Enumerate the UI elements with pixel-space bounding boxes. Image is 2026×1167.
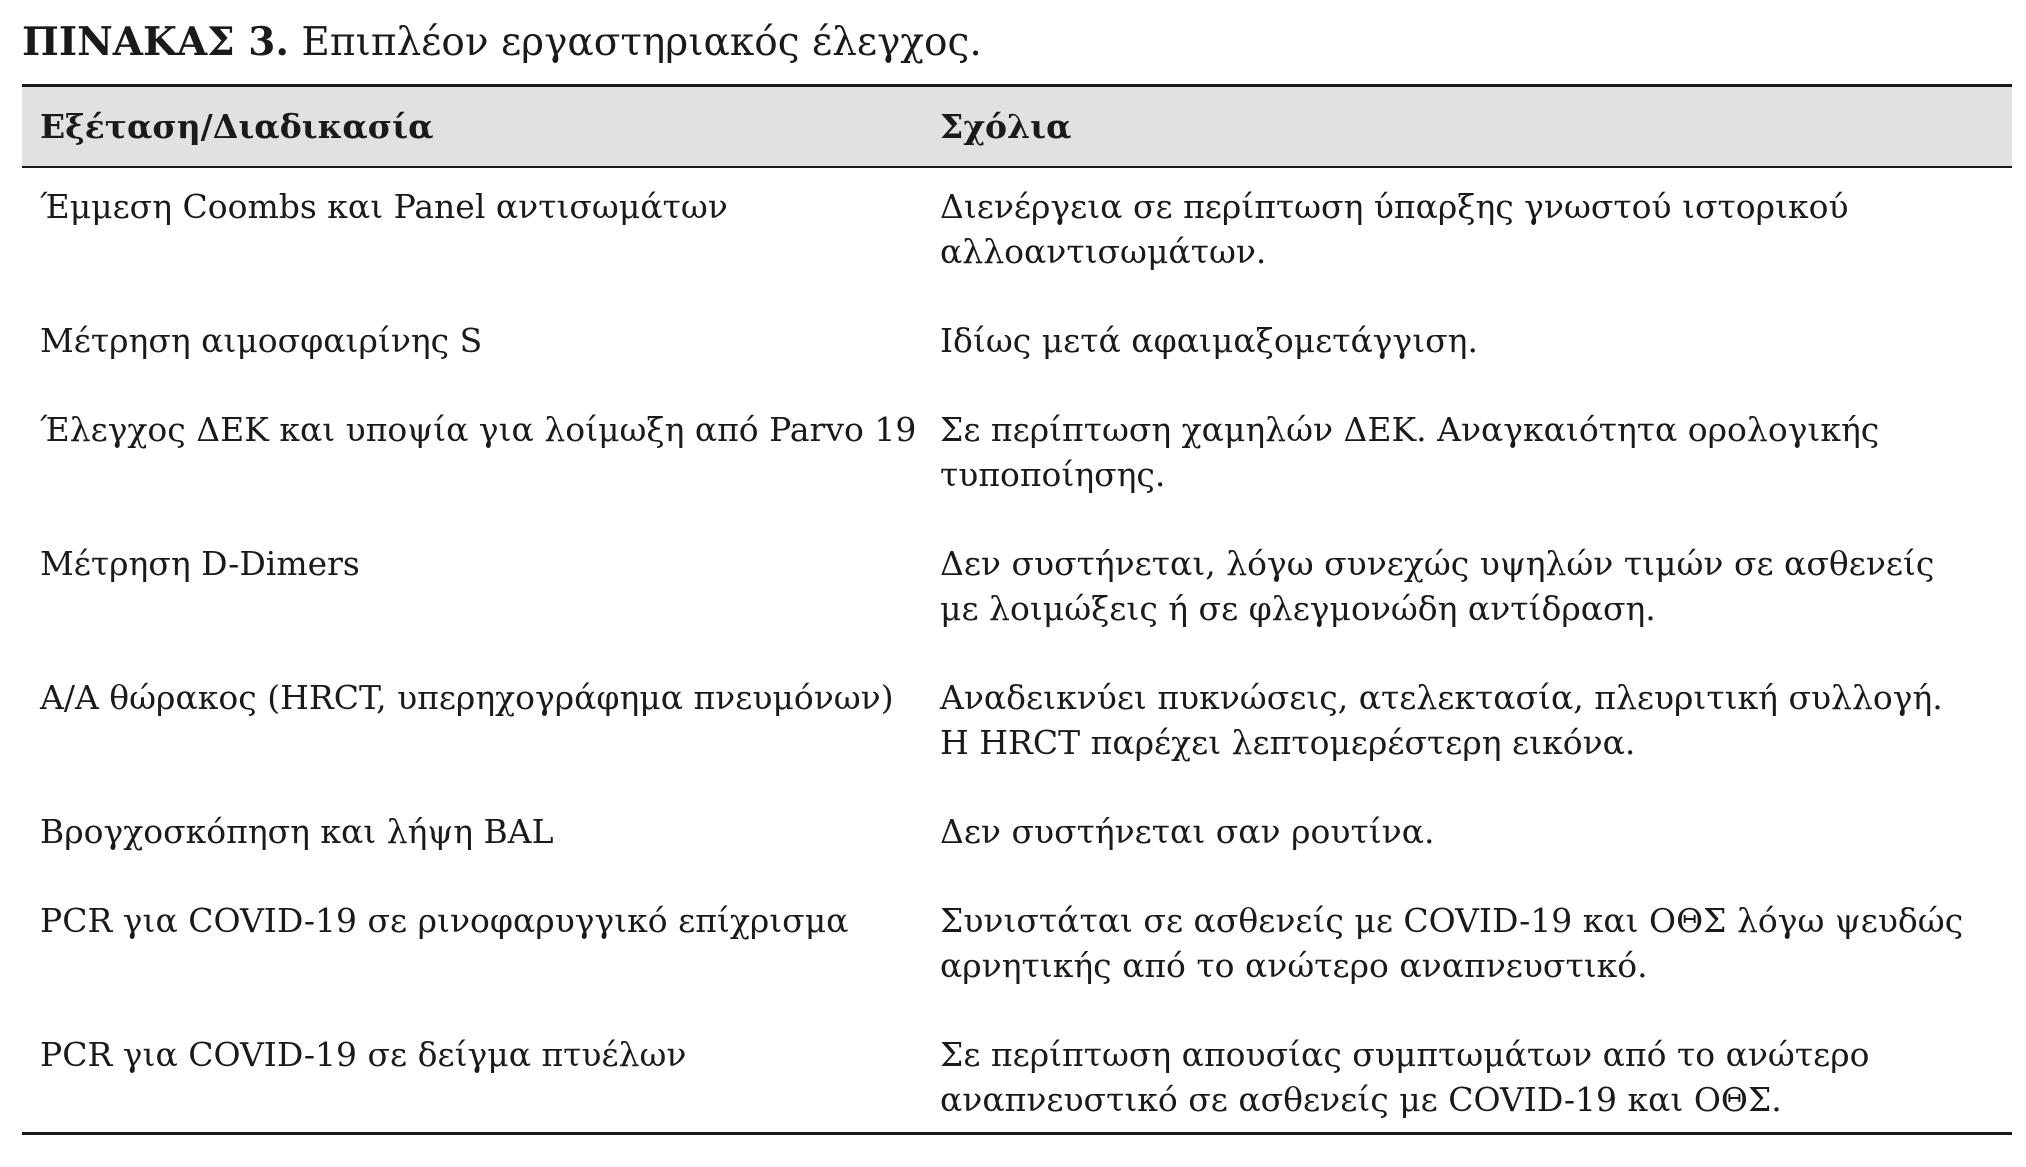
comment-line: Δεν συστήνεται σαν ρουτίνα. xyxy=(940,812,1435,851)
comment-cell xyxy=(928,407,2012,497)
comment-cell xyxy=(928,1032,2012,1122)
comment-cell xyxy=(928,318,2012,363)
test-cell: Α/Α θώρακος (HRCT, υπερηχογράφημα πνευμόνων) xyxy=(40,678,894,717)
table-body xyxy=(22,168,2012,1132)
comment-line: Σε περίπτωση χαμηλών ΔΕΚ. Αναγκαιότητα ορολογικής xyxy=(940,410,1880,449)
test-cell: PCR για COVID-19 σε ρινοφαρυγγικό επίχρισμα xyxy=(40,901,849,940)
comment-line: Αναδεικνύει πυκνώσεις, ατελεκτασία, πλευριτική συλλογή. xyxy=(940,678,1943,717)
lab-tests-table xyxy=(22,84,2012,1135)
caption-text: Επιπλέον εργαστηριακός έλεγχος. xyxy=(301,20,982,65)
table-caption xyxy=(22,14,982,71)
comment-cell xyxy=(928,184,2012,274)
table-row xyxy=(22,898,2012,988)
comment-cell xyxy=(928,809,2012,854)
table-row xyxy=(22,809,2012,854)
comment-cell xyxy=(928,541,2012,631)
table-row xyxy=(22,318,2012,363)
table-header-row xyxy=(22,87,2012,166)
comment-line: Ιδίως μετά αφαιμαξομετάγγιση. xyxy=(940,321,1478,360)
comment-line: αρνητικής από το ανώτερο αναπνευστικό. xyxy=(940,946,1648,985)
test-cell: Μέτρηση D-Dimers xyxy=(40,544,360,583)
comment-line: Δεν συστήνεται, λόγω συνεχώς υψηλών τιμών σε ασθενείς xyxy=(940,544,1935,583)
header-comments: Σχόλια xyxy=(940,107,1072,146)
comment-line: Σε περίπτωση απουσίας συμπτωμάτων από το ανώτερο xyxy=(940,1035,1870,1074)
test-cell: PCR για COVID-19 σε δείγμα πτυέλων xyxy=(40,1035,687,1074)
test-cell: Βρογχοσκόπηση και λήψη BAL xyxy=(40,812,554,851)
table-bottom-rule xyxy=(22,1132,2012,1135)
test-cell: Μέτρηση αιμοσφαιρίνης S xyxy=(40,321,483,360)
caption-label: ΠΙΝΑΚΑΣ 3. xyxy=(22,19,290,65)
comment-line: Η HRCT παρέχει λεπτομερέστερη εικόνα. xyxy=(940,723,1636,762)
comment-line: τυποποίησης. xyxy=(940,455,1166,494)
table-row xyxy=(22,184,2012,274)
comment-cell xyxy=(928,675,2012,765)
test-cell: Έμμεση Coombs και Panel αντισωμάτων xyxy=(40,187,728,226)
comment-cell xyxy=(928,898,2012,988)
table-row xyxy=(22,1032,2012,1122)
comment-line: με λοιμώξεις ή σε φλεγμονώδη αντίδραση. xyxy=(940,589,1656,628)
table-row xyxy=(22,541,2012,631)
comment-line: αλλοαντισωμάτων. xyxy=(940,232,1267,271)
header-test: Εξέταση/Διαδικασία xyxy=(40,107,434,146)
test-cell: Έλεγχος ΔΕΚ και υποψία για λοίμωξη από Parvo 19 xyxy=(40,410,917,449)
comment-line: αναπνευστικό σε ασθενείς με COVID-19 και ΟΘΣ. xyxy=(940,1080,1782,1119)
comment-line: Διενέργεια σε περίπτωση ύπαρξης γνωστού ιστορικού xyxy=(940,187,1849,226)
comment-line: Συνιστάται σε ασθενείς με COVID-19 και ΟΘΣ λόγω ψευδώς xyxy=(940,901,1964,940)
table-row xyxy=(22,675,2012,765)
table-row xyxy=(22,407,2012,497)
